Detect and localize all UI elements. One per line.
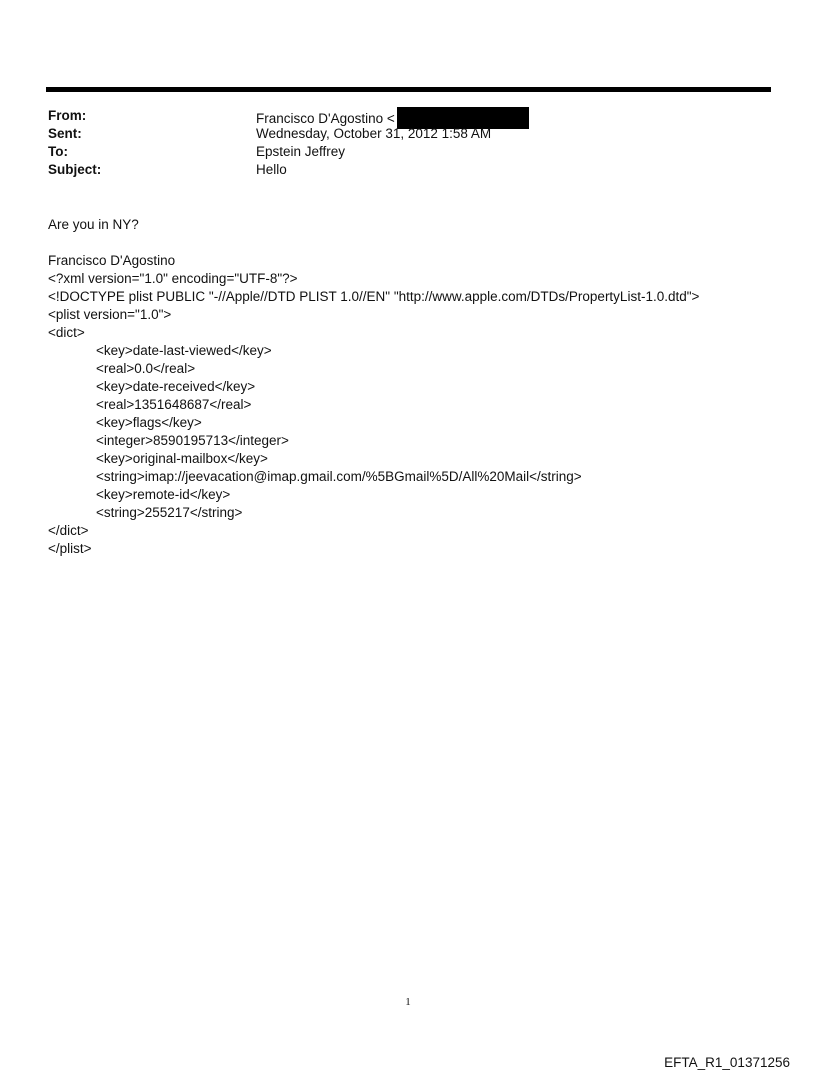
body-line: <key>flags</key> [96,415,202,430]
body-line: <real>0.0</real> [96,361,196,376]
body-line: <real>1351648687</real> [96,397,252,412]
body-line: <integer>8590195713</integer> [96,433,289,448]
body-line: <key>remote-id</key> [96,487,231,502]
body-line: Francisco D'Agostino [48,253,176,268]
subject-value: Hello [256,162,287,177]
body-line: </dict> [48,523,89,538]
subject-label: Subject: [48,162,102,177]
document-id: EFTA_R1_01371256 [664,1055,790,1070]
from-name: Francisco D'Agostino < [256,111,395,126]
from-label: From: [48,108,87,123]
body-line: <!DOCTYPE plist PUBLIC "-//Apple//DTD PLIST 1.0//EN" "http://www.apple.com/DTDs/PropertyList-1.0.dtd"> [48,289,700,304]
page-number: 1 [405,996,411,1008]
sent-row [48,125,82,143]
body-line: <plist version="1.0"> [48,307,172,322]
body-line: <key>original-mailbox</key> [96,451,268,466]
to-row [48,143,68,161]
to-value: Epstein Jeffrey [256,144,346,159]
from-row [48,107,86,125]
body-line: </plist> [48,541,92,556]
body-line: <?xml version="1.0" encoding="UTF-8"?> [48,271,298,286]
sent-value: Wednesday, October 31, 2012 1:58 AM [256,126,492,141]
body-line: <key>date-received</key> [96,379,256,394]
body-line: <key>date-last-viewed</key> [96,343,272,358]
subject-row [48,161,101,179]
sent-label: Sent: [48,126,82,141]
body-line: Are you in NY? [48,217,139,232]
body-line: <string>imap://jeevacation@imap.gmail.com/%5BGmail%5D/All%20Mail</string> [96,469,582,484]
body-line: <dict> [48,325,85,340]
header-rule [46,87,771,92]
body-line: <string>255217</string> [96,505,243,520]
to-label: To: [48,144,68,159]
